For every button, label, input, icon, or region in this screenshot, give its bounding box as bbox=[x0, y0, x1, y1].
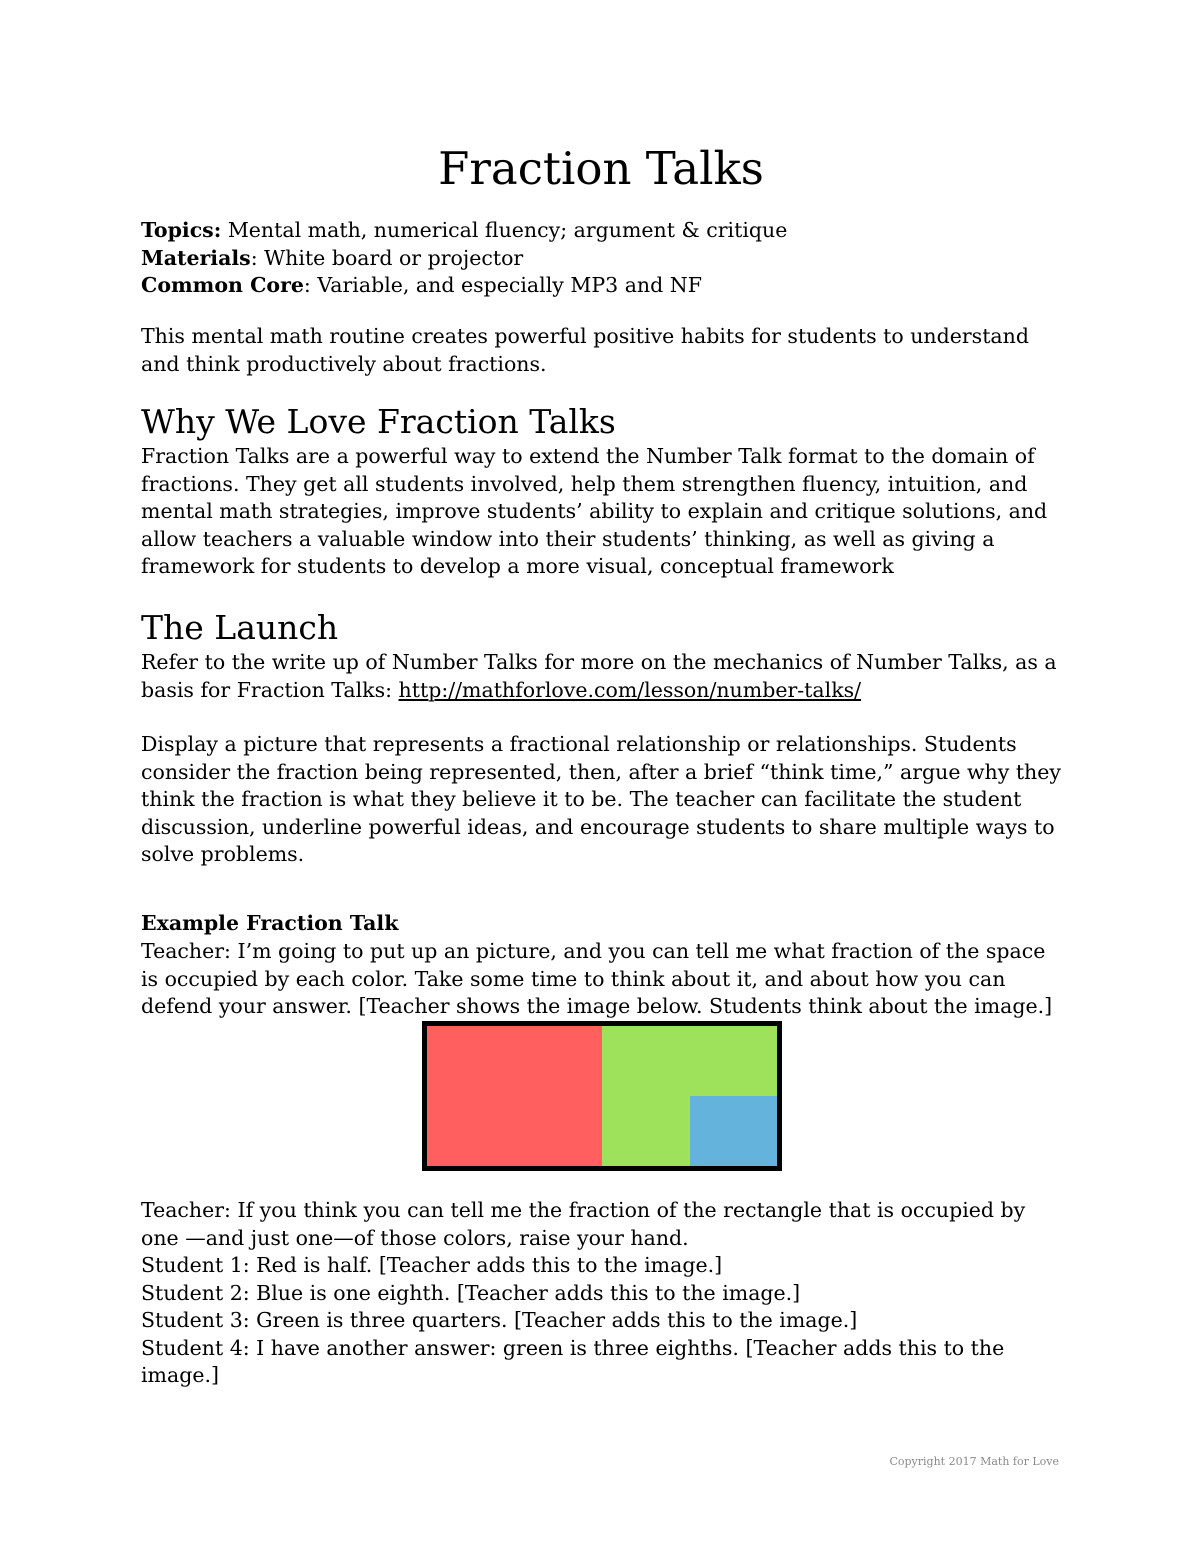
intro-paragraph: This mental math routine creates powerful positive habits for students to understand and think productively about fractions. bbox=[141, 324, 1029, 376]
example-paragraph: Teacher: I’m going to put up an picture, and you can tell me what fraction of the space is occupied by each color. Take some time to think about it, and about how you can defend your answer. [Teacher shows the image below. Students think about the image.] bbox=[141, 939, 1053, 1018]
common-core-value: : Variable, and especially MP3 and NF bbox=[303, 273, 702, 297]
topics-line bbox=[141, 217, 1061, 245]
topics-value: Mental math, numerical fluency; argument & critique bbox=[221, 218, 788, 242]
dialog-line: Teacher: If you think you can tell me the fraction of the rectangle that is occupied by one —and just one—of those colors, raise your hand. bbox=[141, 1198, 1026, 1250]
fraction-rectangle-figure bbox=[422, 1021, 782, 1171]
dialog-line: Student 4: I have another answer: green is three eighths. [Teacher adds this to the image.] bbox=[141, 1335, 1005, 1387]
dialog-line: Student 2: Blue is one eighth. [Teacher adds this to the image.] bbox=[141, 1280, 801, 1305]
dialog-line: Student 1: Red is half. [Teacher adds this to the image.] bbox=[141, 1253, 723, 1277]
launch-text: Refer to the write up of Number Talks for more on the mechanics of Number Talks, as a basis for Fraction Talks: bbox=[141, 650, 1057, 702]
right-half bbox=[602, 1026, 777, 1166]
blue-region bbox=[690, 1096, 778, 1166]
materials-value: : White board or projector bbox=[250, 245, 524, 270]
number-talks-link[interactable]: http://mathforlove.com/lesson/number-talks/ bbox=[398, 677, 862, 702]
dialog-line: Student 3: Green is three quarters. [Teacher adds this to the image.] bbox=[141, 1308, 858, 1332]
common-core-label: Common Core bbox=[141, 273, 304, 297]
why-paragraph: Fraction Talks are a powerful way to extend the Number Talk format to the domain of fractions. They get all students involved, help them strengthen fluency, intuition, and mental math strategies, improve students’ ability to explain and critique solutions, and allow teachers a valuable window into their students’ thinking, as well as giving a framework for students to develop a more visual, conceptual framework bbox=[141, 444, 1048, 578]
why-heading: Why We Love Fraction Talks bbox=[141, 402, 616, 441]
launch-paragraph bbox=[141, 649, 1061, 704]
launch-heading: The Launch bbox=[141, 608, 339, 647]
copyright-footer: Copyright 2017 Math for Love bbox=[889, 1455, 1059, 1468]
materials-line bbox=[141, 245, 1061, 273]
page-title: Fraction Talks bbox=[438, 142, 764, 195]
display-paragraph: Display a picture that represents a fractional relationship or relationships. Students consider the fraction being represented, then, after a brief “think time,” argue why they think the fraction is what they believe it to be. The teacher can facilitate the student discussion, underline powerful ideas, and encourage students to share multiple ways to solve problems. bbox=[141, 732, 1061, 866]
materials-label: Materials bbox=[141, 245, 251, 270]
lesson-meta bbox=[141, 217, 1061, 300]
common-core-line bbox=[141, 272, 1061, 300]
topics-label: Topics: bbox=[141, 218, 222, 242]
red-region bbox=[427, 1026, 602, 1166]
dialog-block bbox=[141, 1197, 1061, 1390]
example-heading: Example Fraction Talk bbox=[141, 911, 399, 935]
